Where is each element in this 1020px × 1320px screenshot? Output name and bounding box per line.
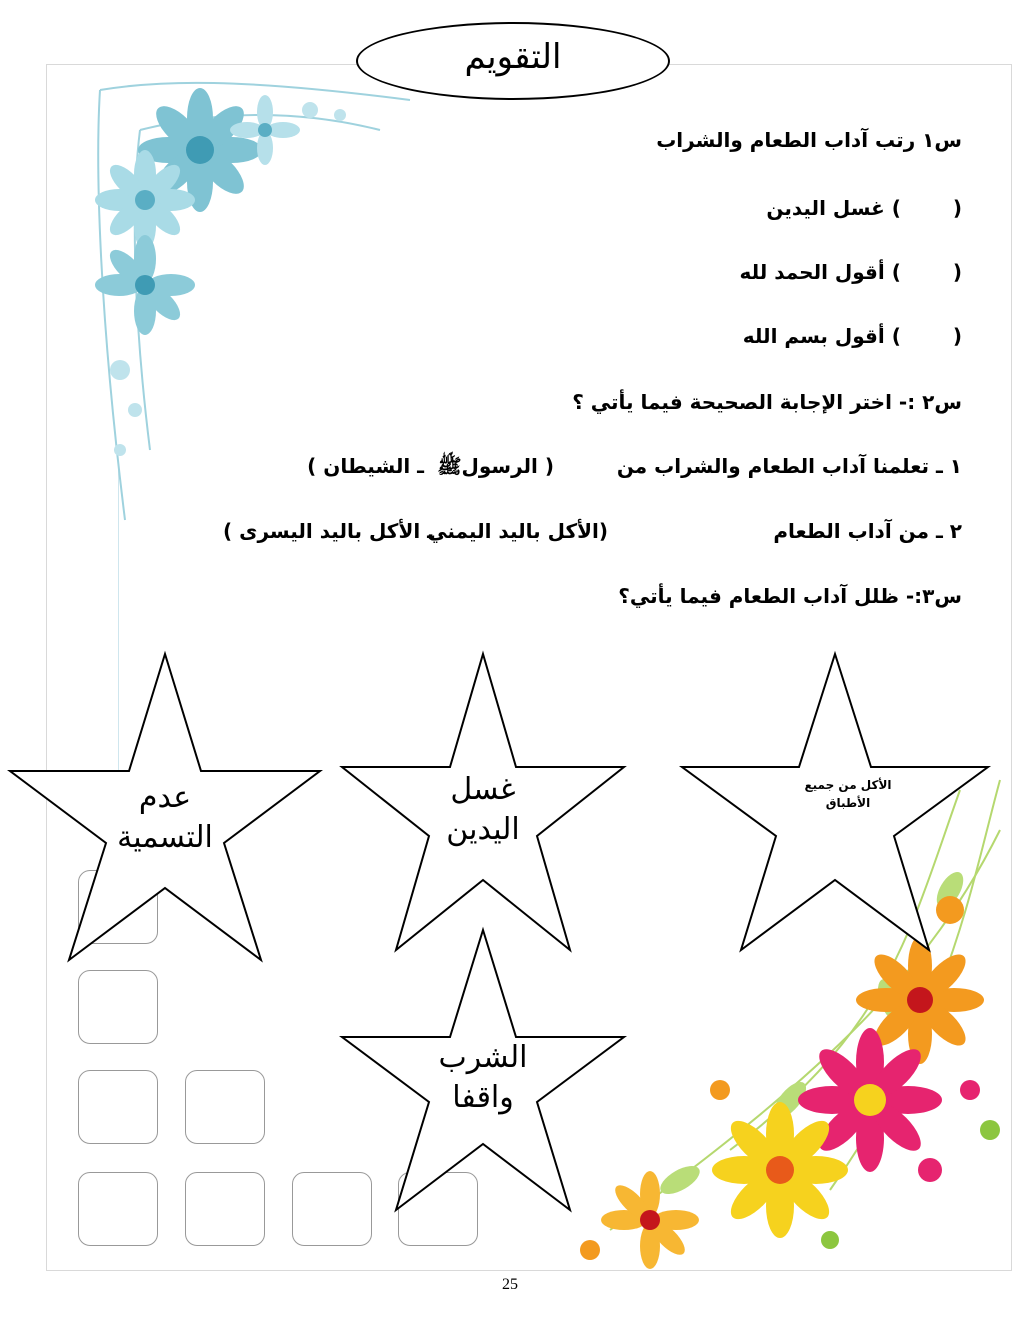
question-2-item-2-option-b[interactable]: ـ الأكل باليد اليسرى ) <box>223 519 434 543</box>
question-2-item-1-option-b[interactable]: ـ الشيطان ) <box>307 454 424 478</box>
page-number: 25 <box>502 1276 518 1293</box>
star-eating-from-all-plates[interactable] <box>682 654 988 950</box>
question-2-item-1-option-a[interactable]: ( الرسولﷺ <box>437 454 554 478</box>
question-1-item-3 <box>743 324 962 348</box>
question-1-item-1-text: غسل اليدين <box>766 196 885 220</box>
question-2-item-2-text: ٢ ـ من آداب الطعام <box>773 519 962 543</box>
star-drinking-standing-text: الشرب واقفا <box>438 1040 528 1115</box>
empty-box-6 <box>185 1172 265 1246</box>
question-2-item-1-text: ١ ـ تعلمنا آداب الطعام والشراب من <box>616 454 962 478</box>
page-title <box>356 22 670 100</box>
empty-box-5 <box>78 1172 158 1246</box>
star-not-saying-bismillah[interactable] <box>10 654 320 960</box>
star-not-saying-bismillah-text: عدم التسمية <box>117 780 213 855</box>
empty-box-4 <box>185 1070 265 1144</box>
answer-parens-2[interactable]: () <box>891 260 962 284</box>
answer-parens-3[interactable]: () <box>891 324 962 348</box>
answer-parens-1[interactable]: () <box>891 196 962 220</box>
question-1-item-2-text: أقول الحمد لله <box>739 260 885 284</box>
question-1-prompt: س١ رتب آداب الطعام والشراب <box>656 128 962 152</box>
star-washing-hands[interactable] <box>342 654 624 950</box>
question-2-prompt: س٢ :- اختر الإجابة الصحيحة فيما يأتي ؟ <box>572 390 962 414</box>
page-title-text: التقويم <box>464 37 562 77</box>
question-1-item-2 <box>739 260 962 284</box>
question-1-item-3-text: أقول بسم الله <box>742 324 885 348</box>
empty-box-2 <box>78 970 158 1044</box>
star-eating-from-all-plates-text: الأكل من جميع الأطباق <box>804 778 892 810</box>
star-drinking-standing[interactable] <box>342 930 624 1210</box>
star-washing-hands-text: غسل اليدين <box>446 772 520 847</box>
question-2-item-2-option-a[interactable]: (الأكل باليد اليمني <box>427 519 608 543</box>
empty-box-3 <box>78 1070 158 1144</box>
question-1-item-1 <box>766 196 962 220</box>
question-3-prompt: س٣:- ظلل آداب الطعام فيما يأتي؟ <box>618 584 962 608</box>
